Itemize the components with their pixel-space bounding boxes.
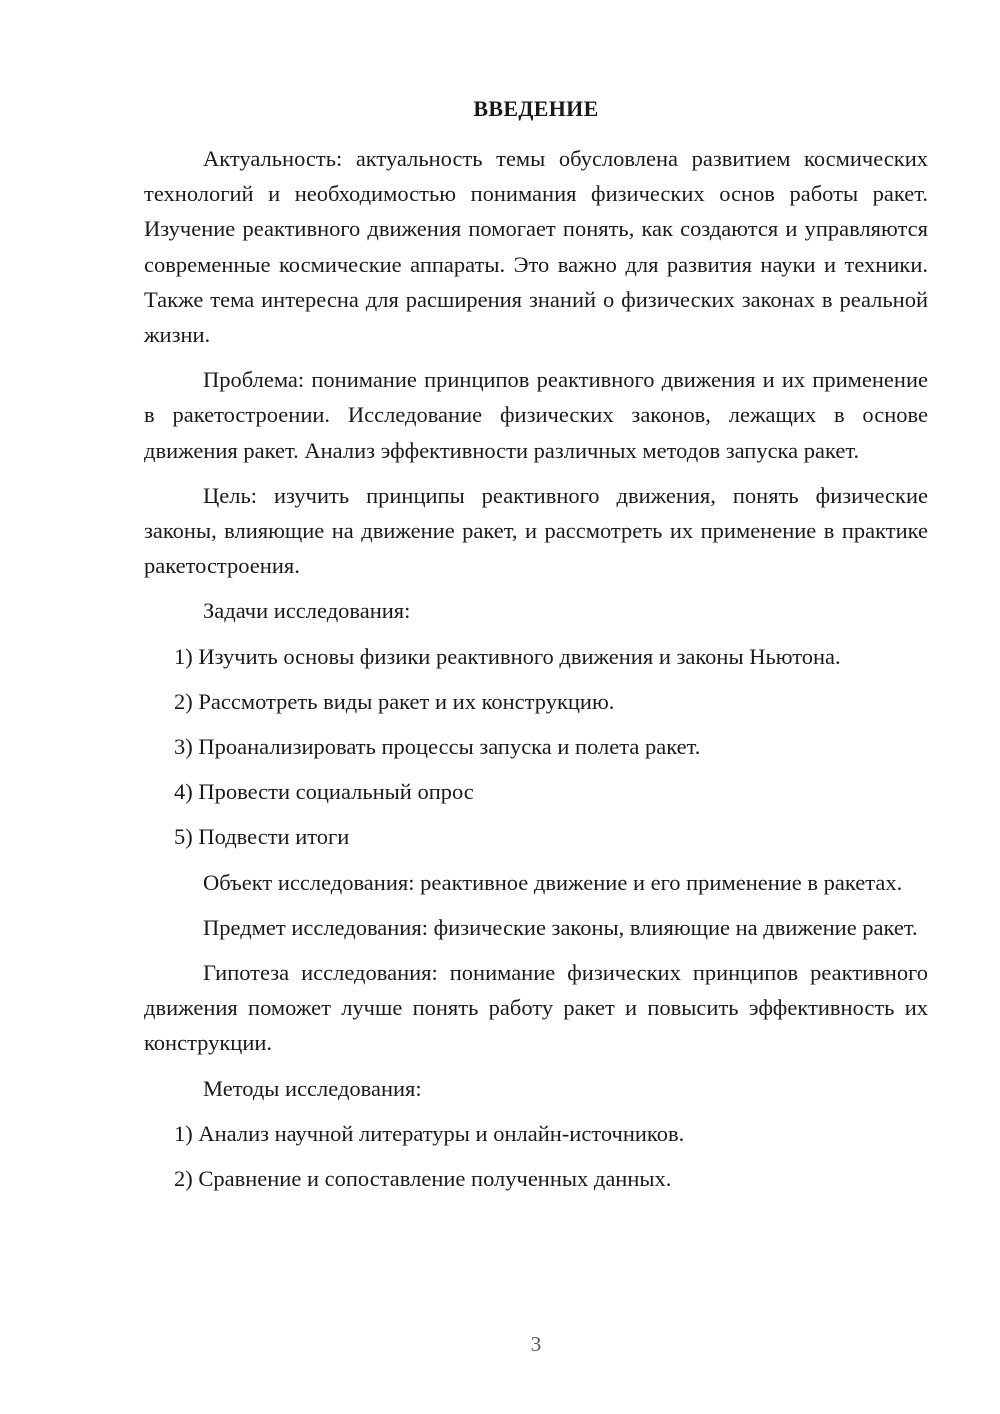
task-item: 2) Рассмотреть виды ракет и их конструкцию. <box>174 688 615 714</box>
task-item: 3) Проанализировать процессы запуска и полета ракет. <box>174 734 701 760</box>
relevance-paragraph: Актуальность: актуальность темы обусловлена развитием космических технологий и необходимостью понимания физических основ работы ракет. Изучение реактивного движения помогает понять, как создаются и управляются современные космические аппараты. Это важно для развития науки и техники. Также тема интересна для расширения знаний о физических законах в реальной жизни. <box>144 146 928 348</box>
hypothesis-paragraph: Гипотеза исследования: понимание физических принципов реактивного движения поможет лучше понять работу ракет и повысить эффективность их конструкции. <box>144 960 928 1056</box>
page-content <box>144 141 928 1206</box>
page-number: 3 <box>530 1332 542 1356</box>
tasks-heading: Задачи исследования: <box>203 598 411 624</box>
problem-paragraph: Проблема: понимание принципов реактивного движения и их применение в ракетостроении. Исследование физических законов, лежащих в основе движения ракет. Анализ эффективности различных методов запуска ракет. <box>144 367 928 463</box>
task-item: 1) Изучить основы физики реактивного движения и законы Ньютона. <box>174 643 841 669</box>
methods-heading: Методы исследования: <box>203 1075 422 1101</box>
goal-paragraph: Цель: изучить принципы реактивного движения, понять физические законы, влияющие на движение ракет, и рассмотреть их применение в практике ракетостроения. <box>144 482 928 579</box>
task-item: 4) Провести социальный опрос <box>174 779 474 805</box>
page-title: ВВЕДЕНИЕ <box>473 96 599 121</box>
method-item: 1) Анализ научной литературы и онлайн-источников. <box>174 1120 685 1146</box>
method-item: 2) Сравнение и сопоставление полученных данных. <box>174 1166 672 1192</box>
task-item: 5) Подвести итоги <box>174 824 350 850</box>
subject-paragraph: Предмет исследования: физические законы, влияющие на движение ракет. <box>203 914 918 940</box>
object-paragraph: Объект исследования: реактивное движение и его применение в ракетах. <box>203 869 903 895</box>
